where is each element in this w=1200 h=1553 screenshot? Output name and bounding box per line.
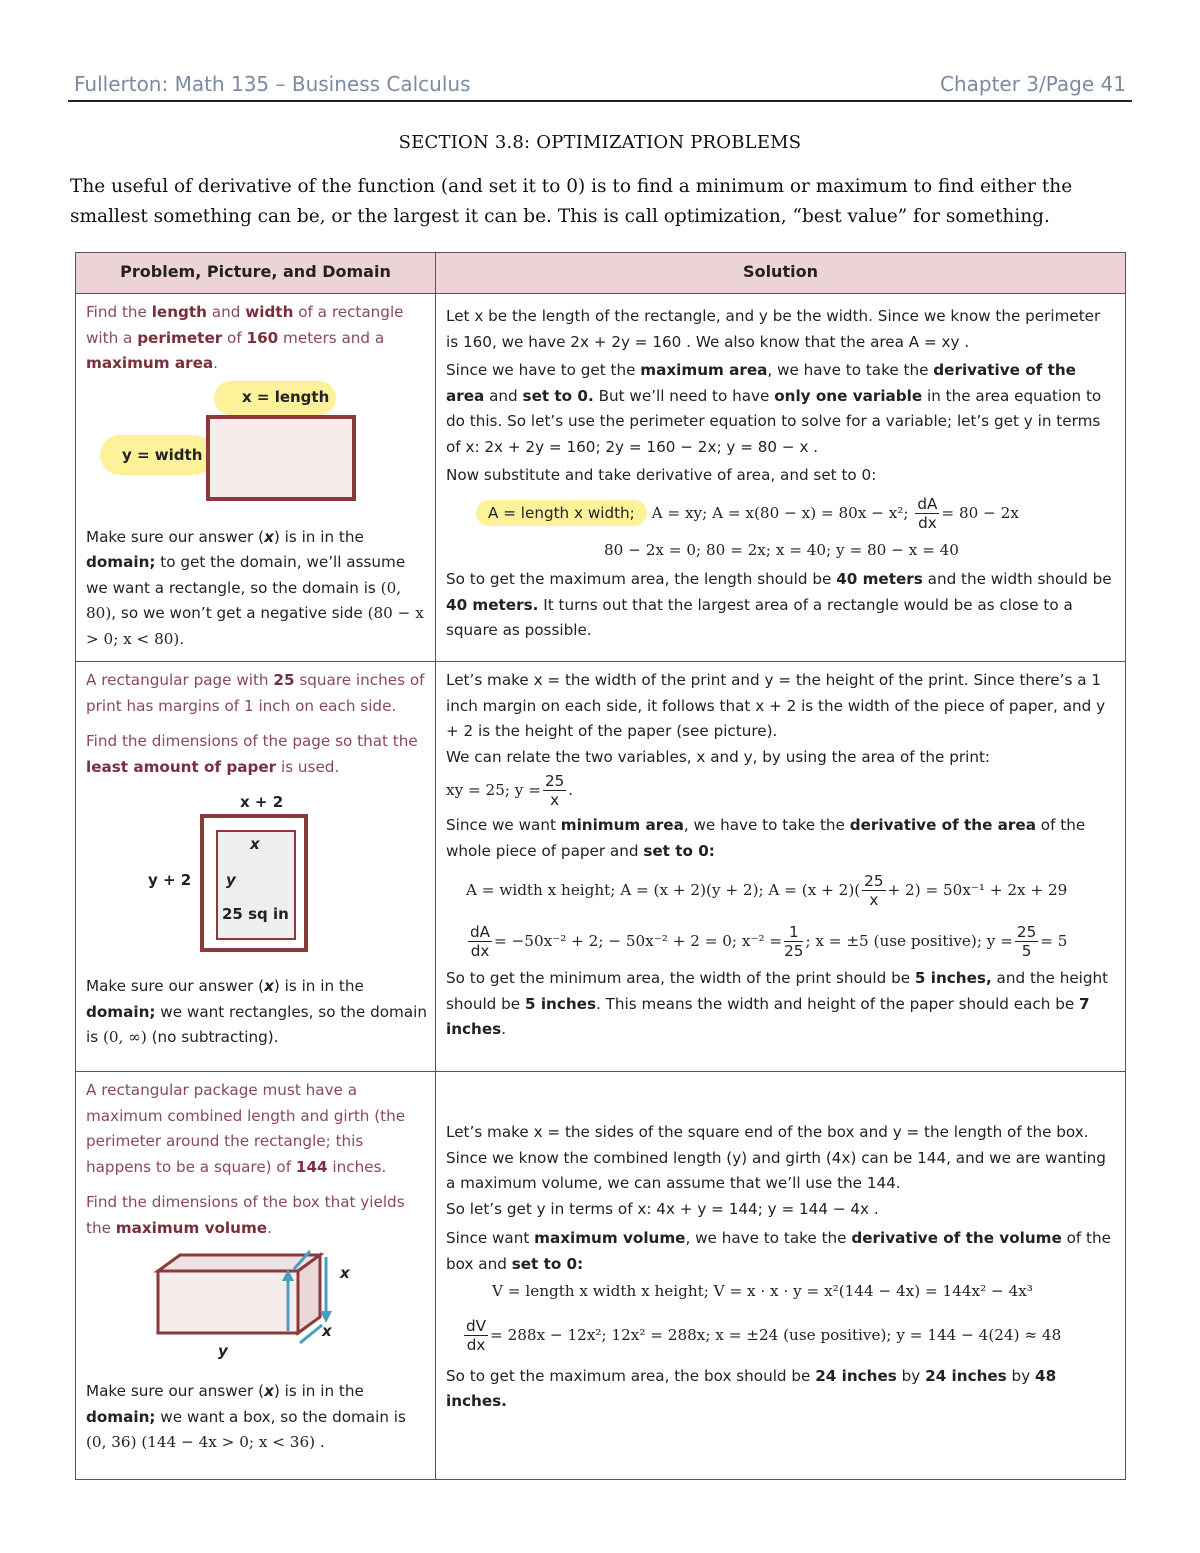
problem-text: Find the dimensions of the page so that the least amount of paper is used. [86, 732, 418, 776]
page-header [68, 70, 1132, 102]
equation-line: A = length x width; A = xy; A = x(80 − x) = 80x − x²; $\frac{dA}{dx}$ = 80 − 2x [476, 495, 1117, 532]
solution-text: Since want maximum volume, we have to take the derivative of the volume of the box and set to 0: [446, 1229, 1111, 1273]
problem-cell-3 [76, 1072, 436, 1480]
equation-line: $\frac{dV}{dx}$ = 288x − 12x²; 12x² = 288x; x = ±24 (use positive); y = 144 − 4(24) ≈ 48 [466, 1316, 1062, 1354]
equation-line: V = length x width x height; V = x · x · y = x²(144 − 4x) = 144x² − 4x³ [492, 1282, 1033, 1300]
equation-line: $\frac{dA}{dx}$ = −50x⁻² + 2; − 50x⁻² + 2 = 0; x⁻² = $\frac{1}{25}$ ; x = ±5 (use positive); y = $\frac{25}{5}$ = 5 [470, 923, 1068, 960]
intro-paragraph: The useful of derivative of the function (and set it to 0) is to find a minimum or maximum to find either the smallest something can be, or the largest it can be. This is call optimization, “best value” for something. [70, 176, 1073, 227]
rectangle-shape [206, 415, 356, 501]
domain-note: Make sure our answer (x) is in in the domain; we want rectangles, so the domain is (0, ∞) (no subtracting). [86, 977, 427, 1046]
equation-line: 80 − 2x = 0; 80 = 2x; x = 40; y = 80 − x = 40 [604, 540, 959, 559]
problem-text: A rectangular page with 25 square inches of print has margins of 1 inch on each side. [86, 671, 425, 715]
problem-cell-1 [76, 294, 436, 662]
table-header-row [76, 253, 1126, 294]
section-title: SECTION 3.8: OPTIMIZATION PROBLEMS [398, 132, 802, 153]
equation-line: A = width x height; A = (x + 2)(y + 2); A = (x + 2)( $\frac{25}{x}$ + 2) = 50x⁻¹ + 2x + 29 [466, 872, 1068, 909]
page-figure [86, 786, 427, 966]
course-title: Fullerton: Math 135 – Business Calculus [74, 72, 471, 96]
label-print-y: y [226, 871, 236, 889]
highlighted-area-formula: A = length x width; [476, 500, 647, 526]
solution-text: So let’s get y in terms of x: 4x + y = 144; y = 144 − 4x . [446, 1199, 879, 1218]
table-row [76, 1072, 1126, 1480]
solution-text: We can relate the two variables, x and y, by using the area of the print: [446, 747, 991, 766]
solution-conclusion: So to get the minimum area, the width of the print should be 5 inches, and the height should be 5 inches. This means the width and height of the paper should each be 7 inches. [446, 969, 1109, 1038]
label-box-x1: x [340, 1264, 350, 1282]
solution-text: Now substitute and take derivative of area, and set to 0: [446, 466, 877, 484]
solution-cell-1 [436, 294, 1126, 662]
label-length-text: x = length [242, 387, 330, 406]
solution-text: Let x be the length of the rectangle, and y be the width. Since we know the perimeter is 160, we have 2x + 2y = 160 . We also know that the area A = xy . [446, 307, 1101, 351]
col-header-problem: Problem, Picture, and Domain [76, 253, 436, 294]
table-row [76, 294, 1126, 662]
page-number: Chapter 3/Page 41 [939, 72, 1126, 96]
box-drawing [86, 1247, 426, 1377]
optimization-table [75, 252, 1126, 1480]
label-print-area: 25 sq in [222, 905, 289, 923]
solution-conclusion: So to get the maximum area, the length should be 40 meters and the width should be 40 meters. It turns out that the largest area of a rectangle would be as close to a square as possible. [446, 570, 1112, 639]
problem-text: Find the dimensions of the box that yields the maximum volume. [86, 1193, 405, 1237]
problem-cell-2 [76, 662, 436, 1072]
solution-text: Since we have to get the maximum area, we have to take the derivative of the area and set to 0. But we’ll need to have only one variable in the area equation to do this. So let’s use the perimeter equation to solve for a variable; let’s get y in terms of x: 2x + 2y = 160; 2y = 160 − 2x; y = 80 − x . [446, 361, 1102, 456]
label-width-text: y = width [122, 445, 203, 464]
rectangle-figure [86, 377, 427, 515]
solution-text: Let’s make x = the sides of the square end of the box and y = the length of the box. Since we know the combined length (y) and girth (4x) can be 144, and we are wanting a maximum volume, we can assume that we’ll use the 144. [446, 1123, 1106, 1192]
col-header-solution: Solution [436, 253, 1126, 294]
equation-line: xy = 25; y = $\frac{25}{x}$ . [446, 772, 574, 809]
domain-note: Make sure our answer (x) is in in the domain; we want a box, so the domain is (0, 36) (144 − 4x > 0; x < 36) . [86, 1382, 406, 1451]
solution-text: Since we want minimum area, we have to take the derivative of the area of the whole piece of paper and set to 0: [446, 816, 1086, 860]
box-figure [86, 1247, 427, 1377]
domain-note: Make sure our answer (x) is in in the domain; to get the domain, we’ll assume we want a rectangle, so the domain is (0, 80), so we won’t get a negative side (80 − x > 0; x < 80). [86, 527, 424, 648]
problem-text: Find the length and width of a rectangle with a perimeter of 160 meters and a maximum area. [86, 303, 404, 372]
table-row [76, 662, 1126, 1072]
solution-conclusion: So to get the maximum area, the box should be 24 inches by 24 inches by 48 inches. [446, 1366, 1057, 1410]
solution-cell-2 [436, 662, 1126, 1072]
solution-cell-3 [436, 1072, 1126, 1480]
label-box-y: y [218, 1342, 228, 1360]
problem-text: A rectangular package must have a maximum combined length and girth (the perimeter around the rectangle; this happens to be a square) of 144 inches. [86, 1081, 406, 1176]
solution-text: Let’s make x = the width of the print and y = the height of the print. Since there’s a 1 inch margin on each side, it follows that x + 2 is the width of the piece of paper, and y + 2 is the height of the paper (see picture). [446, 671, 1106, 740]
label-box-x2: x [322, 1322, 332, 1340]
label-page-height: y + 2 [148, 871, 192, 889]
label-print-x: x [250, 835, 260, 853]
label-page-width: x + 2 [240, 793, 284, 811]
